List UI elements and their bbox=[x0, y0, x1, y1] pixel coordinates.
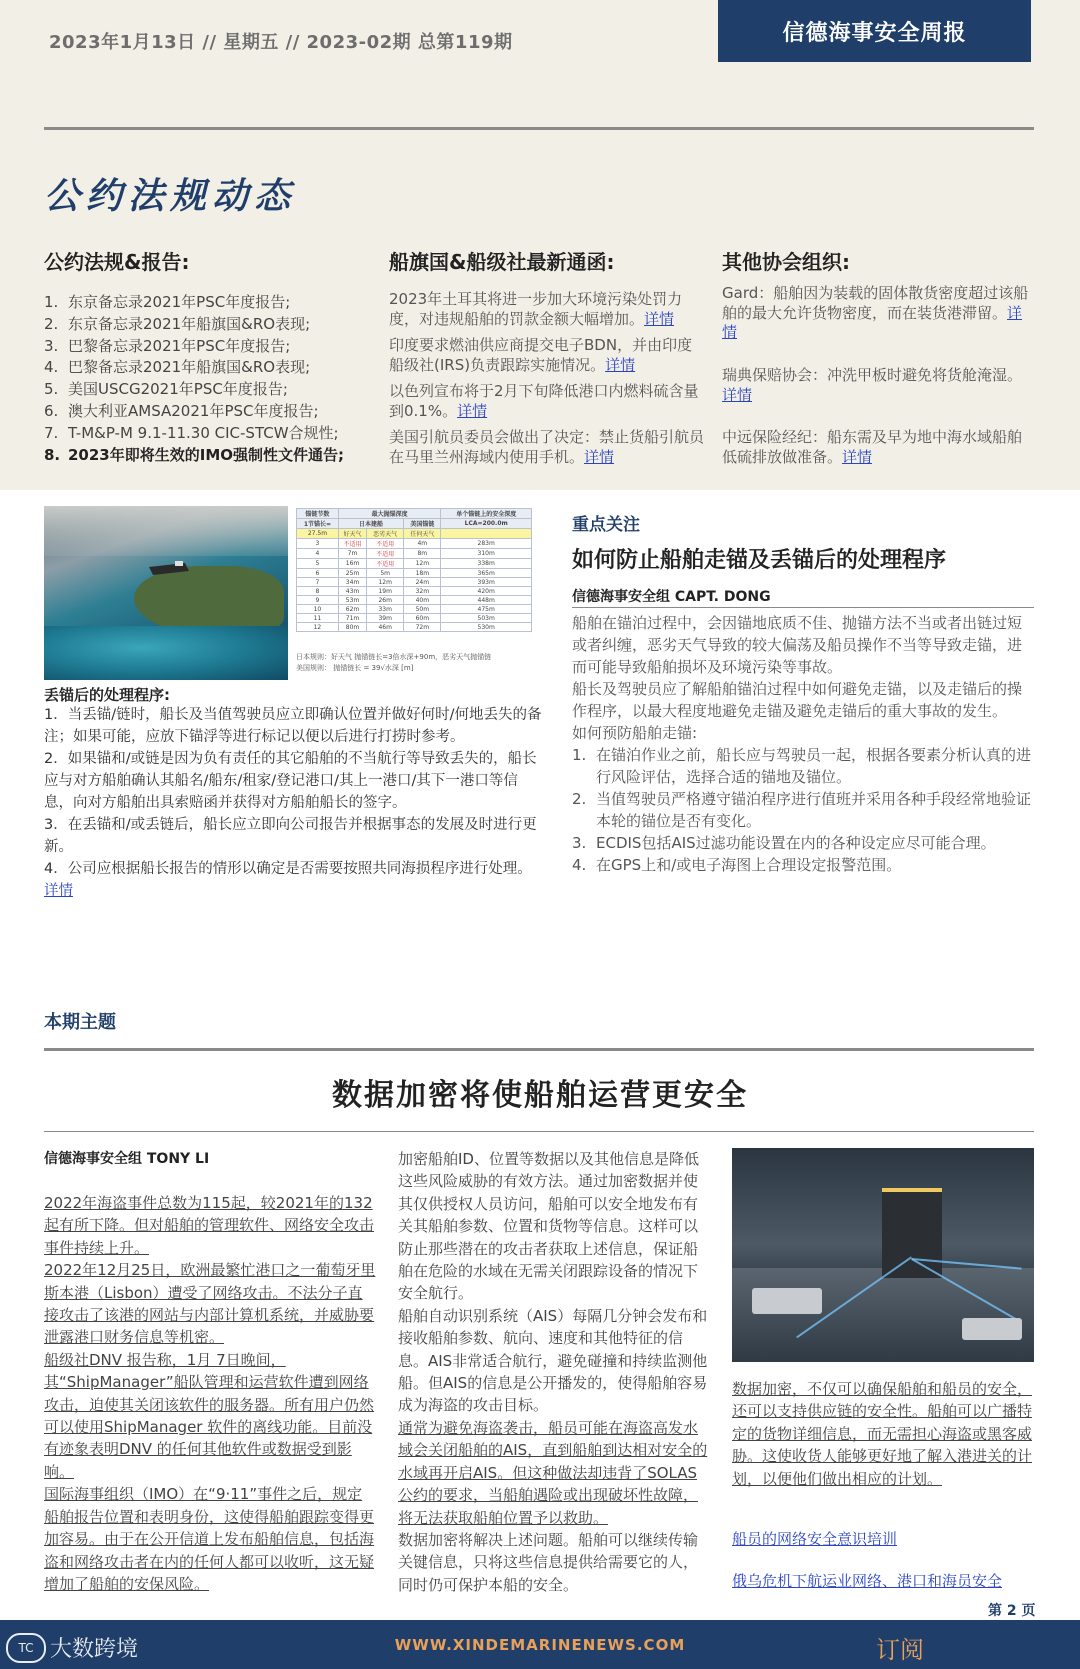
watermark-badge-icon: TC bbox=[6, 1633, 46, 1663]
table-header-cell: 美国锚链 bbox=[404, 519, 441, 529]
regulations-heading: 公约法规&报告: bbox=[44, 250, 190, 274]
item-number: 4. bbox=[44, 358, 59, 377]
table-cell: 12 bbox=[297, 623, 339, 632]
table-cell: 62m bbox=[338, 605, 366, 614]
anchor-note-line: 日本规则：好天气 抛锚链长=3倍水深+90m，恶劣天气抛锚链 bbox=[296, 653, 492, 661]
table-cell: 283m bbox=[441, 539, 532, 549]
photo-reef bbox=[44, 626, 288, 680]
table-cell: 72m bbox=[404, 623, 441, 632]
prevention-item bbox=[572, 854, 1034, 876]
table-cell: 3 bbox=[297, 539, 339, 549]
table-cell: 4 bbox=[297, 549, 339, 559]
photo-sky bbox=[44, 506, 288, 556]
notice-text: 瑞典保赔协会：冲洗甲板时避免将货舱淹湿。 bbox=[722, 366, 1023, 384]
details-link[interactable]: 详情 bbox=[722, 385, 753, 404]
focus-title: 如何防止船舶走锚及丢锚后的处理程序 bbox=[572, 548, 947, 573]
regulation-item[interactable] bbox=[44, 292, 374, 314]
table-cell: 32m bbox=[404, 587, 441, 596]
details-link[interactable]: 详情 bbox=[605, 355, 636, 374]
table-header-cell: 好天气 bbox=[338, 529, 366, 539]
anchor-table-grid bbox=[296, 508, 532, 632]
focus-paragraph: 船长及驾驶员应了解船舶锚泊过程中如何避免走锚，以及走锚后的操作程序，以最大程度地避免走锚及避免走锚后的重大事故的发生。 bbox=[572, 680, 1023, 720]
item-text: 东京备忘录2021年PSC年度报告; bbox=[68, 293, 291, 311]
table-header-row bbox=[297, 519, 532, 529]
table-cell: 8 bbox=[297, 587, 339, 596]
table-cell: 393m bbox=[441, 578, 532, 587]
table-row bbox=[297, 596, 532, 605]
article-paragraph: 加密船舶ID、位置等数据以及其他信息是降低这些风险威胁的有效方法。通过加密数据并使其仅供授权人员访问，船舶可以安全地发布有关其船舶参数、位置和货物等信息。这样可以防止那些潜在的攻击者获取上述信息，保证船舶在危险的水域在无需关闭跟踪设备的情况下安全航行。 bbox=[398, 1150, 699, 1303]
article-paragraph: 2022年海盗事件总数为115起，较2021年的132起有所下降。但对船舶的管理软件、网络安全攻击事件持续上升。 bbox=[44, 1194, 375, 1257]
theme-byline: 信德海事安全组 TONY LI bbox=[44, 1151, 210, 1167]
anchor-table-body bbox=[297, 539, 532, 632]
item-text: 在锚泊作业之前，船长应与驾驶员一起，根据各要素分析认真的进行风险评估，选择合适的锚地及锚位。 bbox=[596, 746, 1032, 786]
prevention-item bbox=[572, 788, 1034, 832]
table-cell: 16m bbox=[338, 559, 366, 569]
footer-url[interactable]: WWW.XINDEMARINENEWS.COM bbox=[394, 1636, 686, 1654]
table-header-cell: 27.5m bbox=[297, 529, 339, 539]
org-notice-2 bbox=[722, 366, 1034, 405]
table-cell: 60m bbox=[404, 614, 441, 623]
notice-text: 以色列宣布将于2月下旬降低港口内燃料硫含量到0.1%。 bbox=[389, 382, 699, 420]
article-column-1 bbox=[44, 1192, 376, 1595]
procedure-title: 丢锚后的处理程序: bbox=[44, 686, 170, 704]
notice-text: 2023年土耳其将进一步加大环境污染处罚力度，对违规船舶的罚款金额大幅增加。 bbox=[389, 290, 683, 328]
table-row bbox=[297, 578, 532, 587]
anchor-depth-table bbox=[296, 508, 532, 648]
table-header-row bbox=[297, 529, 532, 539]
procedure-step: 2．如果锚和/或链是因为负有责任的其它船舶的不当航行等导致丢失的，船长应与对方船舶确认其船名/船东/租家/登记港口/其上一港口/其下一港口等信息，向对方船舶出具索赔函并获得对方船舶船长的签字。 bbox=[44, 751, 537, 811]
item-text: 东京备忘录2021年船旗国&RO表现; bbox=[68, 314, 311, 333]
section-divider bbox=[44, 127, 1034, 130]
table-header-cell: 任何天气 bbox=[404, 529, 441, 539]
table-row bbox=[297, 539, 532, 549]
table-cell: 43m bbox=[338, 587, 366, 596]
item-number: 1. bbox=[572, 746, 587, 764]
table-cell: 19m bbox=[367, 587, 404, 596]
table-cell: 530m bbox=[441, 623, 532, 632]
table-cell: 11 bbox=[297, 614, 339, 623]
related-link-1[interactable]: 船员的网络安全意识培训 bbox=[732, 1530, 898, 1548]
item-text: 美国USCG2021年PSC年度报告; bbox=[68, 380, 288, 399]
table-row bbox=[297, 614, 532, 623]
table-row bbox=[297, 605, 532, 614]
focus-byline: 信德海事安全组 CAPT. DONG bbox=[572, 589, 771, 605]
table-cell: 4m bbox=[404, 539, 441, 549]
item-text: 在GPS上和/或电子海图上合理设定报警范围。 bbox=[596, 856, 902, 874]
table-cell: 6 bbox=[297, 569, 339, 578]
table-row bbox=[297, 623, 532, 632]
item-number: 3. bbox=[44, 336, 59, 355]
photo-boat bbox=[752, 1288, 822, 1314]
regulation-item[interactable] bbox=[44, 401, 374, 423]
table-cell: 8m bbox=[404, 549, 441, 559]
regulation-item[interactable] bbox=[44, 357, 374, 379]
regulation-item[interactable] bbox=[44, 445, 374, 467]
details-link[interactable]: 详情 bbox=[842, 447, 873, 466]
table-cell: 80m bbox=[338, 623, 366, 632]
item-number: 2. bbox=[44, 314, 59, 333]
item-text: 巴黎备忘录2021年PSC年度报告; bbox=[68, 336, 291, 355]
table-cell: 25m bbox=[338, 569, 366, 578]
article-paragraph: 数据加密将解决上述问题。船舶可以继续传输关键信息，只将这些信息提供给需要它的人，同时仍可保护本船的安全。 bbox=[398, 1530, 699, 1594]
notice-text: 中远保险经纪：船东需及早为地中海水域船舶低硫排放做准备。 bbox=[722, 428, 1023, 466]
table-cell: 不适用 bbox=[367, 539, 404, 549]
subscribe-button[interactable]: 订阅 bbox=[876, 1636, 924, 1664]
procedure-body bbox=[44, 704, 544, 902]
table-cell: 12m bbox=[367, 578, 404, 587]
prevention-item bbox=[572, 832, 1034, 854]
flag-notice-2 bbox=[389, 336, 707, 375]
item-number: 1. bbox=[44, 293, 59, 311]
article-column-2 bbox=[398, 1148, 710, 1596]
flag-state-heading: 船旗国&船级社最新通函: bbox=[389, 250, 615, 274]
photo-caption: 数据加密，不仅可以确保船舶和船员的安全，还可以支持供应链的安全性。船舶可以广播特定的货物详细信息，而无需担心海盗或黑客威胁。这使收货人能够更好地了解入港进关的计划，以便他们做出相应的计划。 bbox=[732, 1380, 1033, 1488]
item-number: 7. bbox=[44, 423, 59, 442]
table-header-cell: 单个锚链上的安全深度 bbox=[441, 509, 532, 519]
procedure-step: 4．公司应根据船长报告的情形以确定是否需要按照共同海损程序进行处理。 bbox=[44, 861, 532, 877]
photo-sea bbox=[732, 1268, 1034, 1362]
table-cell: 71m bbox=[338, 614, 366, 623]
flag-notice-3 bbox=[389, 382, 707, 421]
item-text: 巴黎备忘录2021年船旗国&RO表现; bbox=[68, 358, 311, 377]
section-title: 公约法规动态 bbox=[44, 176, 297, 217]
table-cell: 不适用 bbox=[367, 549, 404, 559]
table-cell: 不适用 bbox=[338, 539, 366, 549]
details-link[interactable]: 详情 bbox=[722, 303, 1023, 341]
details-link[interactable]: 详情 bbox=[644, 309, 675, 328]
focus-list-intro: 如何预防船舶走锚: bbox=[572, 724, 698, 742]
details-link[interactable]: 详情 bbox=[584, 447, 615, 466]
watermark bbox=[6, 1632, 138, 1663]
item-number: 4. bbox=[572, 856, 587, 874]
item-number: 2. bbox=[572, 790, 587, 808]
table-cell: 503m bbox=[441, 614, 532, 623]
page-number: 第 2 页 bbox=[988, 1603, 1036, 1619]
table-cell: 420m bbox=[441, 587, 532, 596]
theme-title: 数据加密将使船舶运营更安全 bbox=[332, 1078, 748, 1113]
theme-label: 本期主题 bbox=[44, 1012, 116, 1033]
table-cell: 33m bbox=[367, 605, 404, 614]
item-text: T-M&P-M 9.1-11.30 CIC-STCW合规性; bbox=[68, 423, 339, 442]
table-cell: 475m bbox=[441, 605, 532, 614]
flag-notice-1 bbox=[389, 290, 707, 329]
photo-rig bbox=[882, 1188, 942, 1278]
table-cell: 46m bbox=[367, 623, 404, 632]
item-text: 澳大利亚AMSA2021年PSC年度报告; bbox=[68, 401, 319, 420]
focus-label: 重点关注 bbox=[572, 515, 640, 535]
table-row bbox=[297, 549, 532, 559]
anchor-note-line: 美国规则： 抛锚链长 = 39√水深 [m] bbox=[296, 664, 414, 672]
article-paragraph: 国际海事组织（IMO）在“9·11”事件之后，规定船舶报告位置和表明身份，这使得船舶跟踪变得更加容易。由于在公开信道上发布船舶信息，包括海盗和网络攻击者在内的任何人都可以收听，这无疑增加了船舶的安保风险。 bbox=[44, 1485, 375, 1593]
theme-divider bbox=[44, 1048, 1034, 1051]
table-cell: 不适用 bbox=[367, 559, 404, 569]
table-cell: 338m bbox=[441, 559, 532, 569]
notice-text: 美国引航员委员会做出了决定：禁止货船引航员在马里兰州海域内使用手机。 bbox=[389, 428, 705, 466]
item-number: 8. bbox=[44, 445, 61, 464]
article-paragraph: 通常为避免海盗袭击，船员可能在海盗高发水域会关闭船舶的AIS，直到船舶到达相对安全的水域再开启AIS。但这种做法却违背了SOLAS公约的要求，当船舶遇险或出现破坏性故障，将无法获取船舶位置予以救助。 bbox=[398, 1418, 708, 1527]
table-row bbox=[297, 587, 532, 596]
regulation-item[interactable] bbox=[44, 336, 374, 358]
article-paragraph: 船级社DNV 报告称，1月 7日晚间，其“ShipManager”船队管理和运营软件遭到网络攻击，迫使其关闭该软件的服务器。所有用户仍然可以使用ShipManager 软件的离线功能。目前没有迹象表明DNV 的任何其他软件或数据受到影响。 bbox=[44, 1350, 375, 1481]
prevention-item bbox=[572, 744, 1034, 788]
byline-divider bbox=[572, 607, 1034, 608]
notice-text: Gard：船舶因为装载的固体散货密度超过该船舶的最大允许货物密度，而在装货港滞留。 bbox=[722, 284, 1029, 322]
regulation-item[interactable] bbox=[44, 423, 374, 445]
ship-graphic bbox=[149, 561, 189, 577]
table-cell: 12m bbox=[404, 559, 441, 569]
table-row bbox=[297, 569, 532, 578]
procedure-details-link[interactable]: 详情 bbox=[44, 883, 73, 899]
item-text: 2023年即将生效的IMO强制性文件通告; bbox=[68, 445, 345, 464]
org-notice-1 bbox=[722, 284, 1034, 343]
table-cell: 24m bbox=[404, 578, 441, 587]
item-number: 3. bbox=[572, 834, 587, 852]
flag-notice-4 bbox=[389, 428, 707, 467]
table-header-cell: 日本建船 bbox=[338, 519, 403, 529]
table-row bbox=[297, 559, 532, 569]
focus-paragraph: 船舶在锚泊过程中，会因锚地底质不佳、抛锚方法不当或者出链过短或者纠缠，恶劣天气导致的较大偏荡及船员操作不当等导致走锚，进而可能导致船舶损坏及环境污染等事故。 bbox=[572, 614, 1023, 676]
table-cell: 50m bbox=[404, 605, 441, 614]
table-cell: 40m bbox=[404, 596, 441, 605]
table-cell: 26m bbox=[367, 596, 404, 605]
item-text: 当值驾驶员严格遵守锚泊程序进行值班并采用各种手段经常地验证本轮的锚位是否有变化。 bbox=[596, 790, 1032, 830]
item-text: ECDIS包括AIS过滤功能设置在内的各种设定应尽可能合理。 bbox=[596, 834, 996, 852]
other-orgs-heading: 其他协会组织: bbox=[722, 250, 850, 274]
table-cell: 310m bbox=[441, 549, 532, 559]
table-header-cell: 恶劣天气 bbox=[367, 529, 404, 539]
table-cell: 365m bbox=[441, 569, 532, 578]
prevention-list bbox=[572, 744, 1034, 876]
table-cell: 448m bbox=[441, 596, 532, 605]
table-header-row bbox=[297, 509, 532, 519]
table-cell: 53m bbox=[338, 596, 366, 605]
watermark-text: 大数跨境 bbox=[50, 1637, 139, 1662]
related-link-2[interactable]: 俄乌危机下航运业网络、港口和海员安全 bbox=[732, 1572, 1003, 1590]
regulation-item[interactable] bbox=[44, 379, 374, 401]
procedure-step: 1．当丢锚/链时，船长及当值驾驶员应立即确认位置并做好何时/何地丢失的备注；如果可能，应放下锚浮等进行标记以便以后进行打捞时参考。 bbox=[44, 707, 542, 745]
table-cell: 7 bbox=[297, 578, 339, 587]
article-paragraph: 2022年12月25日，欧洲最繁忙港口之一葡萄牙里斯本港（Lisbon）遭受了网络攻击。不法分子直接攻击了该港的网站与内部计算机系统，并威胁要泄露港口财务信息等机密。 bbox=[44, 1261, 376, 1347]
table-cell: 39m bbox=[367, 614, 404, 623]
table-header-cell: 1节锚长= bbox=[297, 519, 339, 529]
item-number: 6. bbox=[44, 401, 59, 420]
focus-body bbox=[572, 612, 1034, 876]
table-cell: 5m bbox=[367, 569, 404, 578]
offshore-platform-photo bbox=[732, 1148, 1034, 1362]
table-cell: 18m bbox=[404, 569, 441, 578]
table-cell: 34m bbox=[338, 578, 366, 587]
article-paragraph: 船舶自动识别系统（AIS）每隔几分钟会发布和接收船舶参数、航向、速度和其他特征的信息。AIS非常适合航行，避免碰撞和持续监测他船。但AIS的信息是公开播发的，使得船舶容易成为海盗的攻击目标。 bbox=[398, 1306, 708, 1415]
org-notice-3 bbox=[722, 428, 1034, 467]
table-header-cell: LCA=200.0m bbox=[441, 519, 532, 529]
details-link[interactable]: 详情 bbox=[457, 401, 488, 420]
table-header-cell: 锚链节数 bbox=[297, 509, 339, 519]
procedure-step: 3．在丢锚和/或丢链后，船长应立即向公司报告并根据事态的发展及时进行更新。 bbox=[44, 817, 537, 855]
stranded-ship-photo bbox=[44, 506, 288, 680]
issue-info: 2023年1月13日 // 星期五 // 2023-02期 总第119期 bbox=[49, 32, 513, 53]
table-header-cell bbox=[441, 529, 532, 539]
notice-text: 印度要求燃油供应商提交电子BDN，并由印度船级社(IRS)负责跟踪实施情况。 bbox=[389, 336, 693, 374]
table-cell: 9 bbox=[297, 596, 339, 605]
regulations-list bbox=[44, 292, 374, 466]
regulation-item[interactable] bbox=[44, 314, 374, 336]
item-number: 5. bbox=[44, 380, 59, 399]
anchor-table-note bbox=[296, 652, 491, 674]
title-divider bbox=[44, 1131, 1034, 1132]
brand-title: 信德海事安全周报 bbox=[718, 0, 1031, 62]
table-cell: 7m bbox=[338, 549, 366, 559]
table-header-cell: 最大抛锚深度 bbox=[338, 509, 441, 519]
table-cell: 10 bbox=[297, 605, 339, 614]
table-cell: 5 bbox=[297, 559, 339, 569]
photo-boat bbox=[962, 1318, 1022, 1340]
